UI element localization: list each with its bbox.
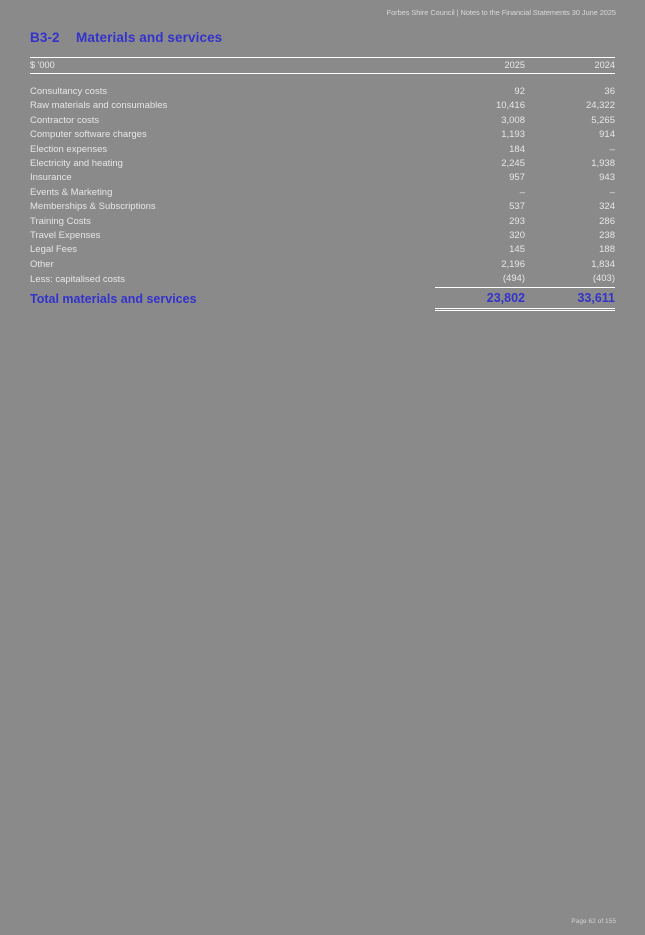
row-value-2025: (494) — [435, 272, 525, 287]
materials-and-services-table-wrapper — [30, 57, 615, 311]
row-label: Computer software charges — [30, 129, 147, 141]
row-value-2025: 145 — [509, 244, 525, 256]
total-value-2024: 33,611 — [525, 287, 615, 309]
row-value-2024: 188 — [599, 244, 615, 256]
total-label: Total materials and services — [30, 292, 197, 307]
row-value-2025: – — [519, 186, 525, 198]
table-row — [30, 243, 615, 257]
row-value-2025: 3,008 — [501, 114, 525, 126]
table-row — [30, 200, 615, 214]
row-label: Travel Expenses — [30, 230, 101, 242]
row-value-2024: 36 — [604, 86, 615, 97]
row-value-2024: 943 — [599, 172, 615, 184]
table-row — [30, 229, 615, 243]
row-value-2025: 184 — [509, 143, 525, 155]
row-value-2025: 2,196 — [501, 258, 525, 270]
row-label: Events & Marketing — [30, 186, 113, 198]
row-label: Training Costs — [30, 215, 91, 227]
row-label: Contractor costs — [30, 114, 100, 126]
note-title-text: Materials and services — [76, 30, 223, 45]
row-label: Election expenses — [30, 143, 108, 155]
table-row — [30, 157, 615, 171]
row-value-2024: (403) — [525, 272, 615, 287]
row-label: Legal Fees — [30, 244, 78, 256]
table-row — [30, 99, 615, 113]
column-header-2025: 2025 — [435, 58, 525, 74]
row-label: Raw materials and consumables — [30, 100, 168, 112]
row-value-2025: 320 — [509, 230, 525, 242]
row-value-2024: 286 — [599, 215, 615, 227]
row-value-2025: 2,245 — [501, 158, 525, 170]
row-value-2025: 10,416 — [495, 100, 525, 112]
row-label: Insurance — [30, 172, 72, 184]
table-row — [30, 186, 615, 200]
table-total-row — [30, 287, 615, 309]
header-spacer-row — [30, 74, 615, 86]
row-value-2025: 537 — [509, 201, 525, 213]
row-value-2024: – — [609, 186, 615, 198]
row-value-2025: 1,193 — [501, 129, 525, 141]
column-header-2024: 2024 — [525, 58, 615, 74]
row-value-2024: 24,322 — [585, 100, 615, 112]
table-row — [30, 128, 615, 142]
row-label: Memberships & Subscriptions — [30, 201, 156, 213]
table-row — [30, 171, 615, 185]
row-value-2024: 1,834 — [591, 258, 615, 270]
row-label: Other — [30, 258, 54, 270]
table-row — [30, 215, 615, 229]
table-row — [30, 258, 615, 272]
row-value-2025: 293 — [509, 215, 525, 227]
materials-and-services-table — [30, 57, 615, 311]
table-row — [30, 85, 615, 99]
table-row — [30, 143, 615, 157]
column-header-units: $ '000 — [30, 58, 435, 74]
table-header-row — [30, 58, 615, 74]
table-row — [30, 272, 615, 287]
row-label: Consultancy costs — [30, 86, 108, 97]
row-value-2025: 92 — [514, 86, 525, 97]
page-footer: Page 62 of 155 — [571, 918, 616, 925]
row-value-2024: 5,265 — [591, 114, 615, 126]
row-label: Electricity and heating — [30, 158, 123, 170]
running-header: Forbes Shire Council | Notes to the Financial Statements 30 June 2025 — [386, 8, 616, 17]
table-body — [30, 74, 615, 310]
row-value-2024: 324 — [599, 201, 615, 213]
row-label: Less: capitalised costs — [30, 273, 126, 285]
row-value-2025: 957 — [509, 172, 525, 184]
row-value-2024: 238 — [599, 230, 615, 242]
note-number: B3-2 — [30, 30, 60, 45]
row-value-2024: – — [609, 143, 615, 155]
total-value-2025: 23,802 — [435, 287, 525, 309]
note-title — [30, 30, 222, 45]
row-value-2024: 914 — [599, 129, 615, 141]
table-row — [30, 114, 615, 128]
row-value-2024: 1,938 — [591, 158, 615, 170]
